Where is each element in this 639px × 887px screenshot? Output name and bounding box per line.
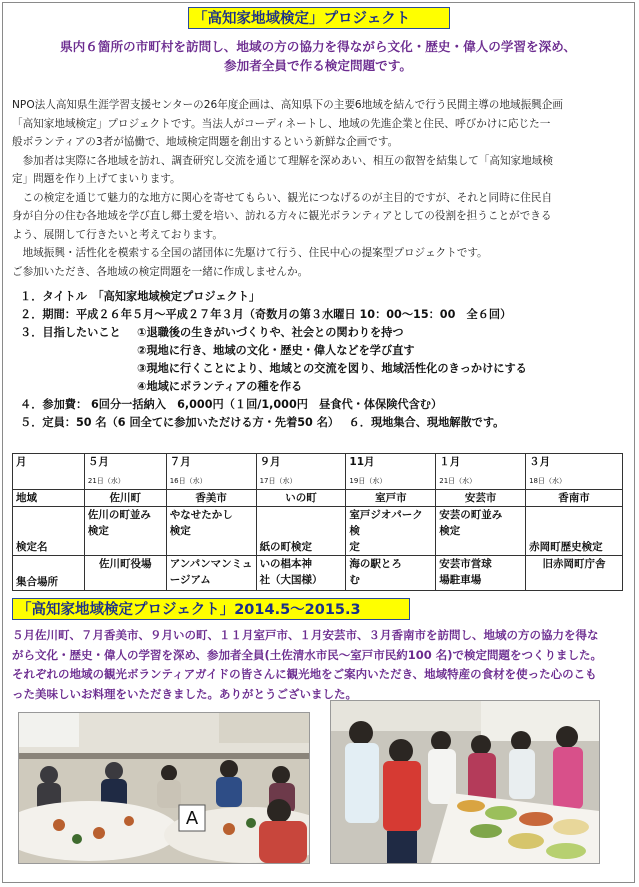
region-cell: 室戸市 <box>346 490 436 507</box>
item-period: ２．期間：平成２６年５月～平成２７年３月（奇数月の第３水曜日 10：00～15：00 全６回） <box>20 308 512 321</box>
project-details <box>12 288 624 432</box>
text-line: この検定を通じて魅力的な地方に関心を寄せてもらい、観光につなげるのが主目的ですが、それと同時に住民自 <box>12 191 553 204</box>
month-cell: １月 21日（水） <box>436 454 526 490</box>
exam-cell: 紙の町検定 <box>256 507 346 556</box>
report-title: 「高知家地域検定プロジェクト」2014.5～2015.3 <box>12 598 410 620</box>
exam-cell: やなせたかし 検定 <box>166 507 256 556</box>
meet-cell: いの椙本神 社（大国様） <box>256 556 346 591</box>
table-card-letter: A <box>185 808 199 829</box>
table-row <box>13 507 623 556</box>
item-fee: ４．参加費： 6回分一括納入 6,000円（１回/1,000円 昼食代・体保険代含む） <box>20 398 443 411</box>
month-cell: 11月 19日（水） <box>346 454 436 490</box>
meet-header: 集合場所 <box>13 556 85 591</box>
goal-3: ③現地に行くことにより、地域との交流を図り、地域活性化のきっかけにする <box>137 362 527 375</box>
report-text <box>12 626 624 704</box>
meet-cell: 旧赤岡町庁舎 <box>526 556 623 591</box>
month-cell: ７月 16日（水） <box>166 454 256 490</box>
text-line: NPO法人高知県生涯学習支援センターの26年度企画は、高知県下の主要6地域を結んで行う民間主導の地域振興企画 <box>12 99 563 111</box>
lead-text <box>20 37 616 75</box>
item-capacity: ５．定員：50 名（6 回全てに参加いただける方・先着50 名） ６．現地集合、現地解散です。 <box>20 416 505 429</box>
report-line: それぞれの地域の観光ボランティアガイドの皆さんに観光地をご案内いただき、地域特産の食材を使った心のこも <box>12 667 597 681</box>
intro-paragraph <box>12 96 624 281</box>
item-goals-label: ３．目指したいこと <box>20 326 121 339</box>
table-row <box>13 490 623 507</box>
lead-line: 参加者全員で作る検定問題です。 <box>224 58 412 73</box>
meet-cell: 海の駅とろ む <box>346 556 436 591</box>
goal-4: ④地域にボランティアの種を作る <box>137 380 303 393</box>
text-line: ご参加いただき、各地域の検定問題を一緒に作成しませんか。 <box>12 265 309 278</box>
text-line: 「高知家地域検定」プロジェクトです。当法人がコーディネートし、地域の先進企業と住民、呼びかけに応じた一 <box>12 117 551 130</box>
region-header: 地域 <box>13 490 85 507</box>
item-title: １．タイトル 「高知家地域検定プロジェクト」 <box>20 290 261 303</box>
region-cell: 香美市 <box>166 490 256 507</box>
region-cell: 佐川町 <box>84 490 166 507</box>
month-cell: ９月 17日（水） <box>256 454 346 490</box>
meet-cell: 佐川町役場 <box>84 556 166 591</box>
exam-cell: 安芸の町並み 検定 <box>436 507 526 556</box>
goal-1: ①退職後の生きがいづくりや、社会との関わりを持つ <box>137 326 404 339</box>
text-line: 地域振興・活性化を模索する全国の諸団体に先駆けて行う、住民中心の提案型プロジェクトです。 <box>12 247 488 259</box>
text-line: 参加者は実際に各地域を訪れ、調査研究し交流を通じて理解を深めあい、相互の叡智を結集して「高知家地域検 <box>12 154 553 167</box>
exam-cell: 室戸ジオパーク検 定 <box>346 507 436 556</box>
exam-cell: 赤岡町歴史検定 <box>526 507 623 556</box>
photo-group-lunch <box>18 712 310 864</box>
region-cell: 安芸市 <box>436 490 526 507</box>
table-row <box>13 556 623 591</box>
report-line: がら文化・歴史・偉人の学習を深め、参加者全員(土佐清水市民～室戸市民約100 名)で検定問題をつくりました。 <box>12 647 603 662</box>
exam-cell: 佐川の町並み 検定 <box>84 507 166 556</box>
month-cell: ３月 18日（水） <box>526 454 623 490</box>
photo-buffet <box>330 700 600 864</box>
exam-header: 検定名 <box>13 507 85 556</box>
region-cell: 香南市 <box>526 490 623 507</box>
region-cell: いの町 <box>256 490 346 507</box>
month-cell: ５月 21日（水） <box>84 454 166 490</box>
lead-line: 県内６箇所の市町村を訪問し、地域の方の協力を得ながら文化・歴史・偉人の学習を深め、 <box>60 39 576 54</box>
text-line: 般ボランティアの3者が協働で、地域検定問題を創出するという新鮮な企画です。 <box>12 136 399 148</box>
text-line: よう、展開して行きたいと考えております。 <box>12 228 224 241</box>
meet-cell: アンパンマンミュ ージアム <box>166 556 256 591</box>
goal-2: ②現地に行き、地域の文化・歴史・偉人などを学び直す <box>137 344 415 357</box>
meet-cell: 安芸市営球 場駐車場 <box>436 556 526 591</box>
report-line: ５月佐川町、７月香美市、９月いの町、１１月室戸市、１月安芸市、３月香南市を訪問し、地域の方の協力を得な <box>12 628 599 642</box>
schedule-table <box>12 453 623 591</box>
project-title: 「高知家地域検定」プロジェクト <box>188 7 450 29</box>
text-line: 定」問題を作り上げてまいります。 <box>12 173 181 185</box>
month-header: 月 <box>13 454 85 490</box>
table-row <box>13 454 623 490</box>
report-line: った美味しいお料理をいただきました。ありがとうございました。 <box>12 686 357 701</box>
text-line: 身が自分の住む各地域を学び直し郷土愛を培い、訪れる方々に観光ボランティアとしての役割を担うことができる <box>12 210 552 222</box>
